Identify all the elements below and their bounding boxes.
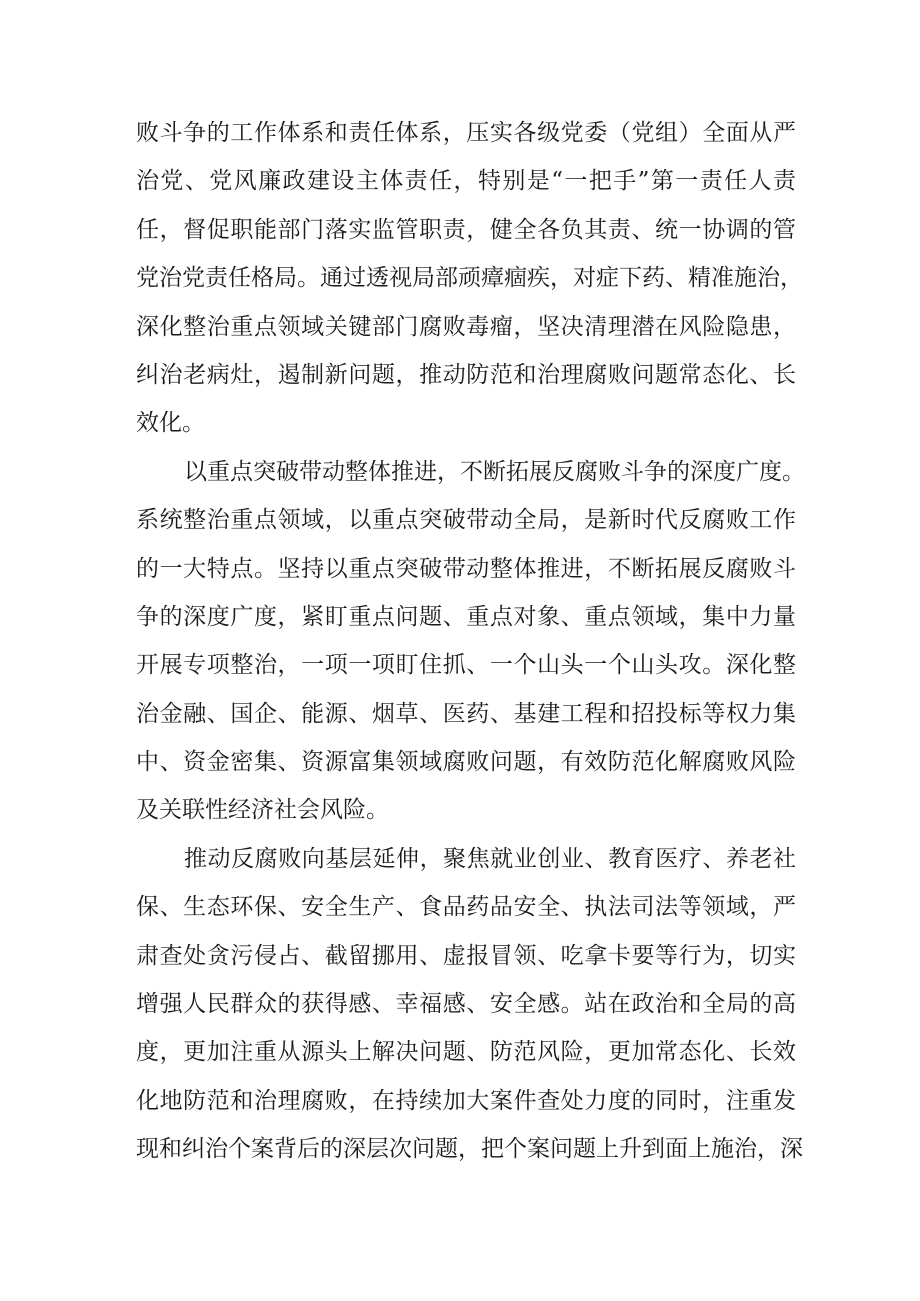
text-line: 肃查处贪污侵占、截留挪用、虚报冒领、吃拿卡要等行为，切实 xyxy=(136,942,796,969)
text-line: 开展专项整治，一项一项盯住抓、一个山头一个山头攻。深化整 xyxy=(136,652,796,679)
text-line: 任，督促职能部门落实监管职责，健全各负其责、统一协调的管 xyxy=(136,216,796,243)
text-line: 现和纠治个案背后的深层次问题，把个案问题上升到面上施治，深 xyxy=(136,1136,803,1163)
text-line: 深化整治重点领域关键部门腐败毒瘤，坚决清理潜在风险隐患， xyxy=(136,313,796,340)
paragraph xyxy=(136,109,803,448)
text-line: 推动反腐败向基层延伸，聚焦就业创业、教育医疗、养老社 xyxy=(184,845,796,872)
text-line: 党治党责任格局。通过透视局部顽瘴痼疾，对症下药、精准施治， xyxy=(136,265,803,292)
text-line: 以重点突破带动整体推进，不断拓展反腐败斗争的深度广度。 xyxy=(184,458,805,485)
text-line: 及关联性经济社会风险。 xyxy=(136,797,389,824)
text-line: 纠治老病灶，遏制新问题，推动防范和治理腐败问题常态化、长 xyxy=(136,361,796,388)
body-text xyxy=(136,109,805,1174)
text-line: 增强人民群众的获得感、幸福感、安全感。站在政治和全局的高 xyxy=(136,991,796,1018)
text-line: 争的深度广度，紧盯重点问题、重点对象、重点领域，集中力量 xyxy=(136,603,796,630)
text-line: 败斗争的工作体系和责任体系，压实各级党委（党组）全面从严 xyxy=(136,120,796,146)
text-line: 效化。 xyxy=(136,410,205,437)
text-line: 化地防范和治理腐败，在持续加大案件查处力度的同时，注重发 xyxy=(136,1087,796,1114)
text-line: 治金融、国企、能源、烟草、医药、基建工程和招投标等权力集 xyxy=(136,700,796,727)
text-line: 治党、党风廉政建设主体责任，特别是“一把手”第一责任人责 xyxy=(136,168,796,195)
paragraph xyxy=(136,835,803,1174)
text-line: 中、资金密集、资源富集领域腐败问题，有效防范化解腐败风险 xyxy=(136,749,796,776)
text-line: 的一大特点。坚持以重点突破带动整体推进，不断拓展反腐败斗 xyxy=(136,555,796,582)
text-line: 度，更加注重从源头上解决问题、防范风险，更加常态化、长效 xyxy=(136,1039,796,1066)
paragraph xyxy=(136,448,805,835)
text-line: 保、生态环保、安全生产、食品药品安全、执法司法等领域，严 xyxy=(136,894,796,921)
text-line: 系统整治重点领域，以重点突破带动全局，是新时代反腐败工作 xyxy=(136,507,796,534)
